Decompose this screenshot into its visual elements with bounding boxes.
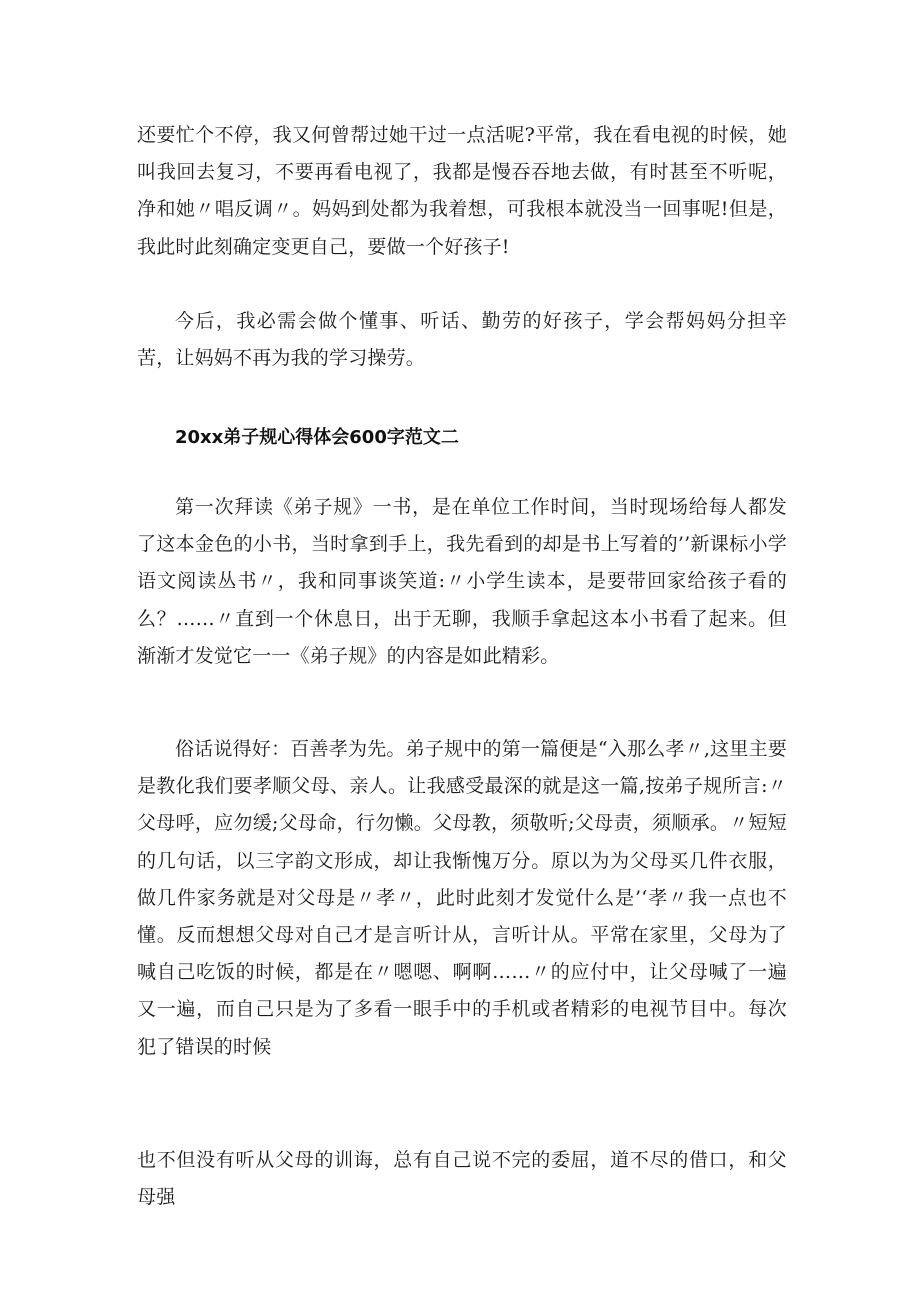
- paragraph-resolution: 今后，我必需会做个懂事、听话、勤劳的好孩子，学会帮妈妈分担辛苦，让妈妈不再为我的学习操劳。: [137, 310, 787, 370]
- paragraph-continuation: 还要忙个不停，我又何曾帮过她干过一点活呢?平常，我在看电视的时候，她叫我回去复习，不要再看电视了，我都是慢吞吞地去做，有时甚至不听呢，净和她〃唱反调〃。妈妈到处都为我着想，可我根本就没当一回事呢!但是，我此时此刻确定变更自己，要做一个好孩子!: [137, 124, 787, 258]
- paragraph-first-reading: 第一次拜读《弟子规》一书，是在单位工作时间，当时现场给每人都发了这本金色的小书，当时拿到手上，我先看到的却是书上写着的’’新课标小学语文阅读丛书〃，我和同事谈笑道:〃小学生读本，是要带回家给孩子看的么？……〃直到一个休息日，出于无聊，我顺手拿起这本小书看了起来。但渐渐才发觉它一一《弟子规》的内容是如此精彩。: [137, 496, 787, 667]
- paragraph-page-end: 也不但没有听从父母的训诲，总有自己说不完的委屈，道不尽的借口，和父母强: [137, 1149, 787, 1209]
- paragraph-filial-piety: 俗话说得好：百善孝为先。弟子规中的第一篇便是“入那么孝〃,这里主要是教化我们要孝顺父母、亲人。让我感受最深的就是这一篇,按弟子规所言:〃父母呼，应勿缓;父母命，行勿懒。父母教，须敬听;父母责，须顺承。〃短短的几句话，以三字韵文形成，却让我惭愧万分。原以为为父母买几件衣服，做几件家务就是对父母是〃孝〃，此时此刻才发觉什么是’‘孝〃我一点也不懂。反而想想父母对自己才是言听计从，言听计从。平常在家里，父母为了喊自己吃饭的时候，都是在〃嗯嗯、啊啊……〃的应付中，让父母喊了一遍又一遍，而自己只是为了多看一眼手中的手机或者精彩的电视节目中。每次犯了错误的时候: [137, 738, 787, 1058]
- section-heading: 20xx弟子规心得体会600字范文二: [175, 427, 459, 448]
